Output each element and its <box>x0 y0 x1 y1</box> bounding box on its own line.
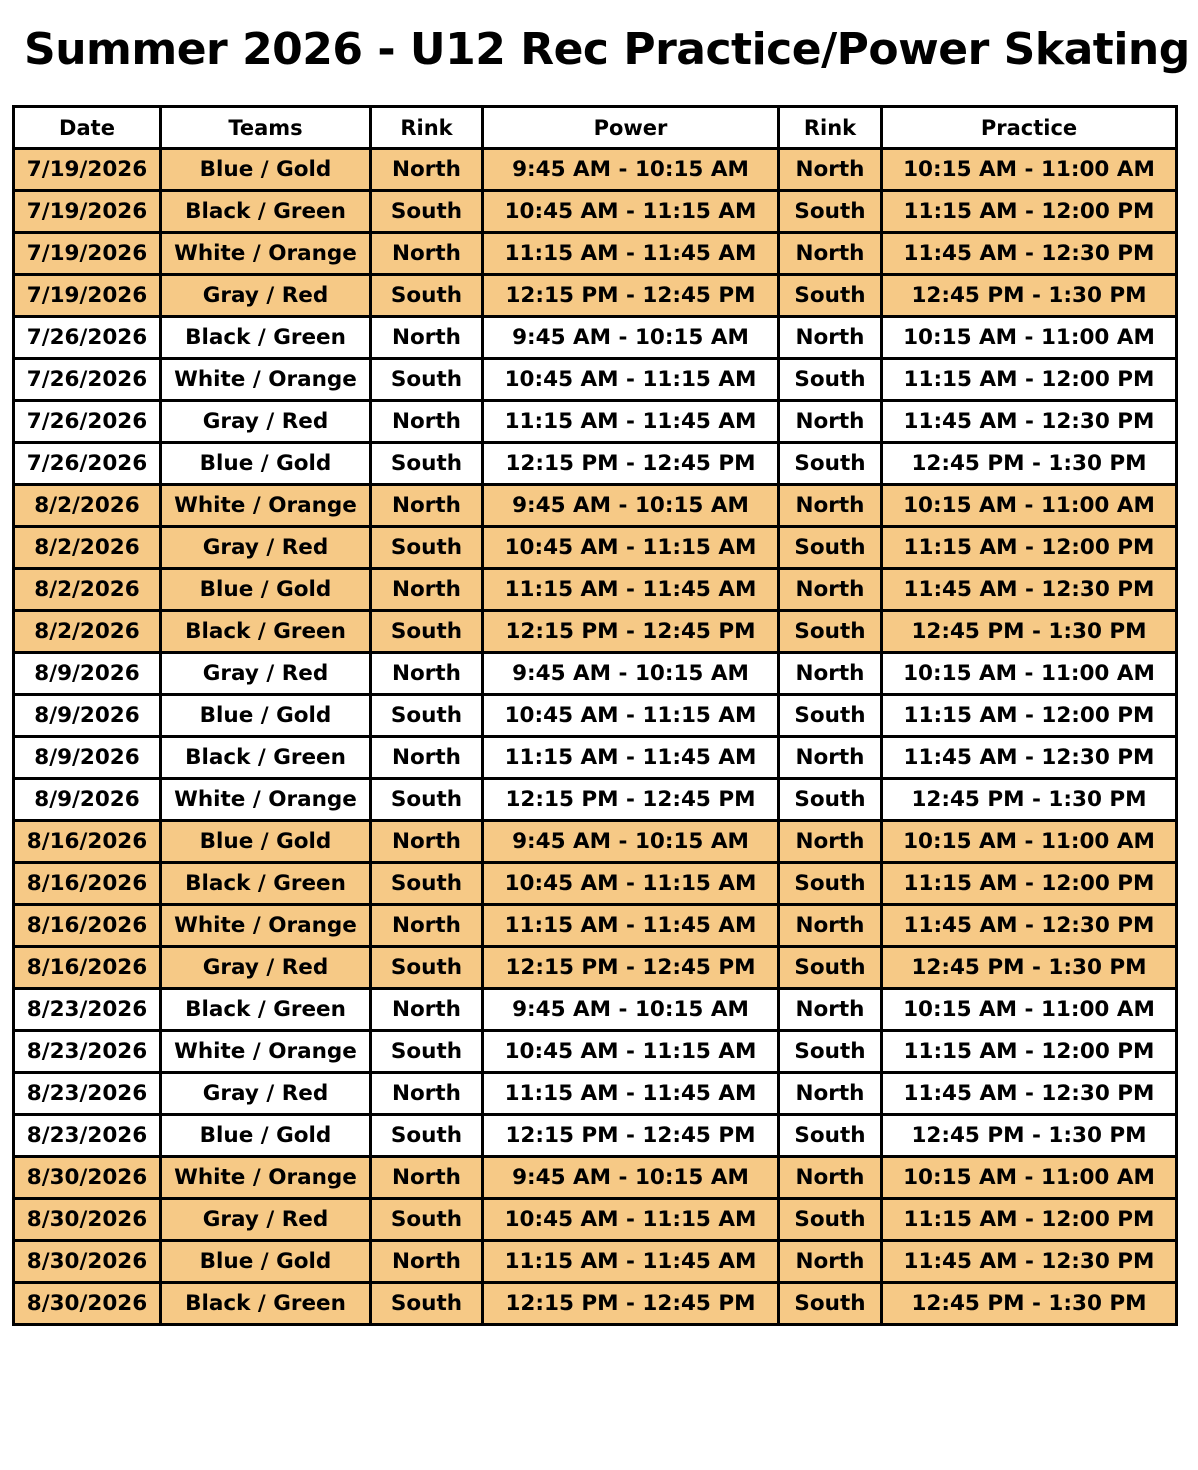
cell-power-time: 9:45 AM - 10:15 AM <box>483 653 779 695</box>
cell-practice-rink: North <box>779 653 882 695</box>
cell-power-time: 9:45 AM - 10:15 AM <box>483 989 779 1031</box>
cell-practice-rink: South <box>779 527 882 569</box>
cell-practice-time: 12:45 PM - 1:30 PM <box>882 611 1177 653</box>
cell-power-time: 11:15 AM - 11:45 AM <box>483 1241 779 1283</box>
cell-date: 8/2/2026 <box>14 611 161 653</box>
table-row <box>14 863 1177 905</box>
cell-teams: Black / Green <box>161 317 371 359</box>
cell-power-rink: North <box>371 233 483 275</box>
cell-power-time: 10:45 AM - 11:15 AM <box>483 863 779 905</box>
cell-teams: Blue / Gold <box>161 569 371 611</box>
cell-practice-rink: North <box>779 569 882 611</box>
cell-practice-rink: North <box>779 1073 882 1115</box>
cell-practice-rink: North <box>779 1157 882 1199</box>
cell-power-time: 12:15 PM - 12:45 PM <box>483 611 779 653</box>
cell-power-time: 12:15 PM - 12:45 PM <box>483 1283 779 1325</box>
cell-teams: Black / Green <box>161 1283 371 1325</box>
table-row <box>14 695 1177 737</box>
cell-power-rink: South <box>371 275 483 317</box>
cell-power-rink: North <box>371 401 483 443</box>
cell-power-time: 10:45 AM - 11:15 AM <box>483 191 779 233</box>
cell-date: 8/9/2026 <box>14 695 161 737</box>
cell-practice-rink: South <box>779 779 882 821</box>
cell-practice-rink: South <box>779 1115 882 1157</box>
table-row <box>14 233 1177 275</box>
cell-power-rink: North <box>371 653 483 695</box>
cell-practice-time: 11:15 AM - 12:00 PM <box>882 527 1177 569</box>
cell-date: 8/23/2026 <box>14 1115 161 1157</box>
cell-practice-time: 10:15 AM - 11:00 AM <box>882 653 1177 695</box>
cell-practice-rink: North <box>779 233 882 275</box>
cell-power-rink: North <box>371 1157 483 1199</box>
table-row <box>14 1157 1177 1199</box>
table-row <box>14 1283 1177 1325</box>
cell-teams: Gray / Red <box>161 527 371 569</box>
cell-practice-time: 10:15 AM - 11:00 AM <box>882 1157 1177 1199</box>
table-row <box>14 821 1177 863</box>
table-row <box>14 947 1177 989</box>
cell-practice-rink: South <box>779 947 882 989</box>
cell-teams: Black / Green <box>161 863 371 905</box>
cell-teams: Blue / Gold <box>161 443 371 485</box>
cell-power-time: 11:15 AM - 11:45 AM <box>483 1073 779 1115</box>
cell-practice-rink: South <box>779 1031 882 1073</box>
cell-practice-time: 12:45 PM - 1:30 PM <box>882 947 1177 989</box>
page-title: Summer 2026 - U12 Rec Practice/Power Skating <box>24 24 1190 75</box>
cell-power-time: 11:15 AM - 11:45 AM <box>483 233 779 275</box>
cell-practice-time: 12:45 PM - 1:30 PM <box>882 443 1177 485</box>
table-row <box>14 1241 1177 1283</box>
cell-practice-time: 11:45 AM - 12:30 PM <box>882 1073 1177 1115</box>
cell-teams: Gray / Red <box>161 947 371 989</box>
cell-practice-time: 11:45 AM - 12:30 PM <box>882 1241 1177 1283</box>
cell-power-rink: South <box>371 1199 483 1241</box>
cell-practice-rink: North <box>779 317 882 359</box>
cell-teams: White / Orange <box>161 485 371 527</box>
table-row <box>14 401 1177 443</box>
cell-date: 8/23/2026 <box>14 1073 161 1115</box>
table-row <box>14 443 1177 485</box>
cell-date: 8/2/2026 <box>14 527 161 569</box>
cell-practice-rink: South <box>779 275 882 317</box>
table-row <box>14 611 1177 653</box>
table-row <box>14 275 1177 317</box>
cell-date: 8/2/2026 <box>14 569 161 611</box>
cell-power-time: 11:15 AM - 11:45 AM <box>483 401 779 443</box>
cell-power-time: 12:15 PM - 12:45 PM <box>483 1115 779 1157</box>
cell-power-rink: South <box>371 1031 483 1073</box>
cell-practice-time: 11:15 AM - 12:00 PM <box>882 695 1177 737</box>
cell-power-rink: South <box>371 611 483 653</box>
cell-teams: White / Orange <box>161 905 371 947</box>
cell-practice-rink: South <box>779 191 882 233</box>
cell-teams: White / Orange <box>161 233 371 275</box>
table-row <box>14 359 1177 401</box>
cell-date: 7/19/2026 <box>14 275 161 317</box>
table-row <box>14 1199 1177 1241</box>
cell-power-time: 10:45 AM - 11:15 AM <box>483 1199 779 1241</box>
table-row <box>14 737 1177 779</box>
cell-date: 7/26/2026 <box>14 443 161 485</box>
cell-power-time: 12:15 PM - 12:45 PM <box>483 947 779 989</box>
cell-practice-rink: South <box>779 695 882 737</box>
column-header-practice: Practice <box>882 107 1177 149</box>
cell-practice-rink: North <box>779 905 882 947</box>
cell-power-time: 9:45 AM - 10:15 AM <box>483 485 779 527</box>
cell-teams: Blue / Gold <box>161 821 371 863</box>
cell-power-rink: South <box>371 1115 483 1157</box>
column-header-teams: Teams <box>161 107 371 149</box>
cell-date: 7/26/2026 <box>14 359 161 401</box>
cell-practice-time: 11:45 AM - 12:30 PM <box>882 233 1177 275</box>
header-row <box>14 107 1177 149</box>
cell-practice-rink: South <box>779 359 882 401</box>
cell-practice-rink: South <box>779 1283 882 1325</box>
cell-date: 7/19/2026 <box>14 149 161 191</box>
column-header-power-rink: Rink <box>371 107 483 149</box>
cell-power-time: 9:45 AM - 10:15 AM <box>483 821 779 863</box>
cell-teams: Gray / Red <box>161 653 371 695</box>
cell-date: 8/30/2026 <box>14 1283 161 1325</box>
cell-power-rink: North <box>371 569 483 611</box>
cell-practice-time: 10:15 AM - 11:00 AM <box>882 989 1177 1031</box>
schedule-body <box>14 149 1177 1325</box>
cell-power-time: 10:45 AM - 11:15 AM <box>483 1031 779 1073</box>
cell-practice-rink: North <box>779 989 882 1031</box>
cell-teams: Black / Green <box>161 989 371 1031</box>
cell-power-rink: South <box>371 695 483 737</box>
cell-practice-time: 11:45 AM - 12:30 PM <box>882 401 1177 443</box>
cell-practice-rink: North <box>779 401 882 443</box>
table-row <box>14 317 1177 359</box>
cell-date: 8/16/2026 <box>14 821 161 863</box>
cell-power-rink: North <box>371 1073 483 1115</box>
cell-date: 8/23/2026 <box>14 989 161 1031</box>
cell-date: 8/9/2026 <box>14 653 161 695</box>
cell-teams: Gray / Red <box>161 275 371 317</box>
cell-practice-rink: North <box>779 149 882 191</box>
cell-teams: Blue / Gold <box>161 695 371 737</box>
cell-practice-rink: South <box>779 443 882 485</box>
cell-power-time: 11:15 AM - 11:45 AM <box>483 905 779 947</box>
cell-practice-time: 10:15 AM - 11:00 AM <box>882 149 1177 191</box>
cell-date: 8/2/2026 <box>14 485 161 527</box>
cell-date: 8/9/2026 <box>14 737 161 779</box>
cell-power-time: 9:45 AM - 10:15 AM <box>483 1157 779 1199</box>
cell-practice-time: 11:45 AM - 12:30 PM <box>882 905 1177 947</box>
table-row <box>14 779 1177 821</box>
cell-date: 7/26/2026 <box>14 401 161 443</box>
cell-date: 8/30/2026 <box>14 1241 161 1283</box>
cell-practice-rink: South <box>779 863 882 905</box>
cell-power-rink: North <box>371 989 483 1031</box>
table-row <box>14 905 1177 947</box>
cell-practice-time: 11:45 AM - 12:30 PM <box>882 569 1177 611</box>
column-header-power: Power <box>483 107 779 149</box>
column-header-date: Date <box>14 107 161 149</box>
cell-practice-time: 11:45 AM - 12:30 PM <box>882 737 1177 779</box>
cell-practice-time: 12:45 PM - 1:30 PM <box>882 275 1177 317</box>
cell-date: 7/19/2026 <box>14 191 161 233</box>
table-row <box>14 989 1177 1031</box>
cell-power-rink: South <box>371 863 483 905</box>
cell-power-time: 12:15 PM - 12:45 PM <box>483 779 779 821</box>
cell-practice-time: 10:15 AM - 11:00 AM <box>882 485 1177 527</box>
cell-teams: Black / Green <box>161 737 371 779</box>
cell-power-time: 9:45 AM - 10:15 AM <box>483 149 779 191</box>
cell-practice-rink: North <box>779 821 882 863</box>
cell-power-rink: South <box>371 779 483 821</box>
cell-date: 8/30/2026 <box>14 1199 161 1241</box>
cell-power-time: 11:15 AM - 11:45 AM <box>483 569 779 611</box>
cell-power-time: 10:45 AM - 11:15 AM <box>483 359 779 401</box>
cell-power-rink: North <box>371 149 483 191</box>
cell-power-rink: North <box>371 905 483 947</box>
cell-practice-time: 12:45 PM - 1:30 PM <box>882 1115 1177 1157</box>
cell-teams: Gray / Red <box>161 1199 371 1241</box>
cell-practice-time: 12:45 PM - 1:30 PM <box>882 779 1177 821</box>
cell-date: 7/26/2026 <box>14 317 161 359</box>
cell-practice-time: 10:15 AM - 11:00 AM <box>882 821 1177 863</box>
cell-teams: White / Orange <box>161 359 371 401</box>
cell-practice-time: 11:15 AM - 12:00 PM <box>882 191 1177 233</box>
cell-practice-time: 12:45 PM - 1:30 PM <box>882 1283 1177 1325</box>
cell-power-rink: South <box>371 1283 483 1325</box>
cell-practice-time: 11:15 AM - 12:00 PM <box>882 359 1177 401</box>
cell-power-time: 12:15 PM - 12:45 PM <box>483 275 779 317</box>
cell-practice-time: 11:15 AM - 12:00 PM <box>882 863 1177 905</box>
cell-teams: Blue / Gold <box>161 1241 371 1283</box>
cell-power-rink: North <box>371 737 483 779</box>
table-row <box>14 653 1177 695</box>
cell-practice-rink: South <box>779 1199 882 1241</box>
table-row <box>14 1115 1177 1157</box>
cell-teams: Gray / Red <box>161 1073 371 1115</box>
cell-practice-rink: North <box>779 1241 882 1283</box>
cell-practice-rink: North <box>779 737 882 779</box>
schedule-table <box>12 105 1178 1326</box>
table-row <box>14 191 1177 233</box>
table-row <box>14 527 1177 569</box>
table-row <box>14 149 1177 191</box>
cell-teams: Black / Green <box>161 611 371 653</box>
cell-practice-time: 11:15 AM - 12:00 PM <box>882 1031 1177 1073</box>
cell-teams: White / Orange <box>161 1157 371 1199</box>
cell-power-time: 10:45 AM - 11:15 AM <box>483 695 779 737</box>
cell-power-rink: South <box>371 443 483 485</box>
column-header-practice-rink: Rink <box>779 107 882 149</box>
cell-teams: Black / Green <box>161 191 371 233</box>
cell-practice-time: 11:15 AM - 12:00 PM <box>882 1199 1177 1241</box>
cell-teams: Blue / Gold <box>161 1115 371 1157</box>
cell-date: 8/16/2026 <box>14 863 161 905</box>
cell-power-rink: North <box>371 821 483 863</box>
cell-date: 8/16/2026 <box>14 947 161 989</box>
cell-power-time: 9:45 AM - 10:15 AM <box>483 317 779 359</box>
table-row <box>14 1073 1177 1115</box>
cell-practice-rink: South <box>779 611 882 653</box>
cell-power-rink: North <box>371 1241 483 1283</box>
cell-power-rink: North <box>371 485 483 527</box>
cell-date: 8/23/2026 <box>14 1031 161 1073</box>
cell-power-rink: South <box>371 527 483 569</box>
cell-power-time: 11:15 AM - 11:45 AM <box>483 737 779 779</box>
cell-power-rink: North <box>371 317 483 359</box>
cell-power-rink: South <box>371 947 483 989</box>
cell-date: 8/16/2026 <box>14 905 161 947</box>
cell-date: 8/9/2026 <box>14 779 161 821</box>
table-row <box>14 1031 1177 1073</box>
cell-date: 8/30/2026 <box>14 1157 161 1199</box>
cell-teams: Blue / Gold <box>161 149 371 191</box>
cell-date: 7/19/2026 <box>14 233 161 275</box>
cell-teams: Gray / Red <box>161 401 371 443</box>
cell-power-time: 12:15 PM - 12:45 PM <box>483 443 779 485</box>
cell-power-time: 10:45 AM - 11:15 AM <box>483 527 779 569</box>
cell-power-rink: South <box>371 191 483 233</box>
cell-teams: White / Orange <box>161 1031 371 1073</box>
cell-practice-time: 10:15 AM - 11:00 AM <box>882 317 1177 359</box>
table-row <box>14 569 1177 611</box>
table-row <box>14 485 1177 527</box>
cell-practice-rink: North <box>779 485 882 527</box>
cell-teams: White / Orange <box>161 779 371 821</box>
cell-power-rink: South <box>371 359 483 401</box>
